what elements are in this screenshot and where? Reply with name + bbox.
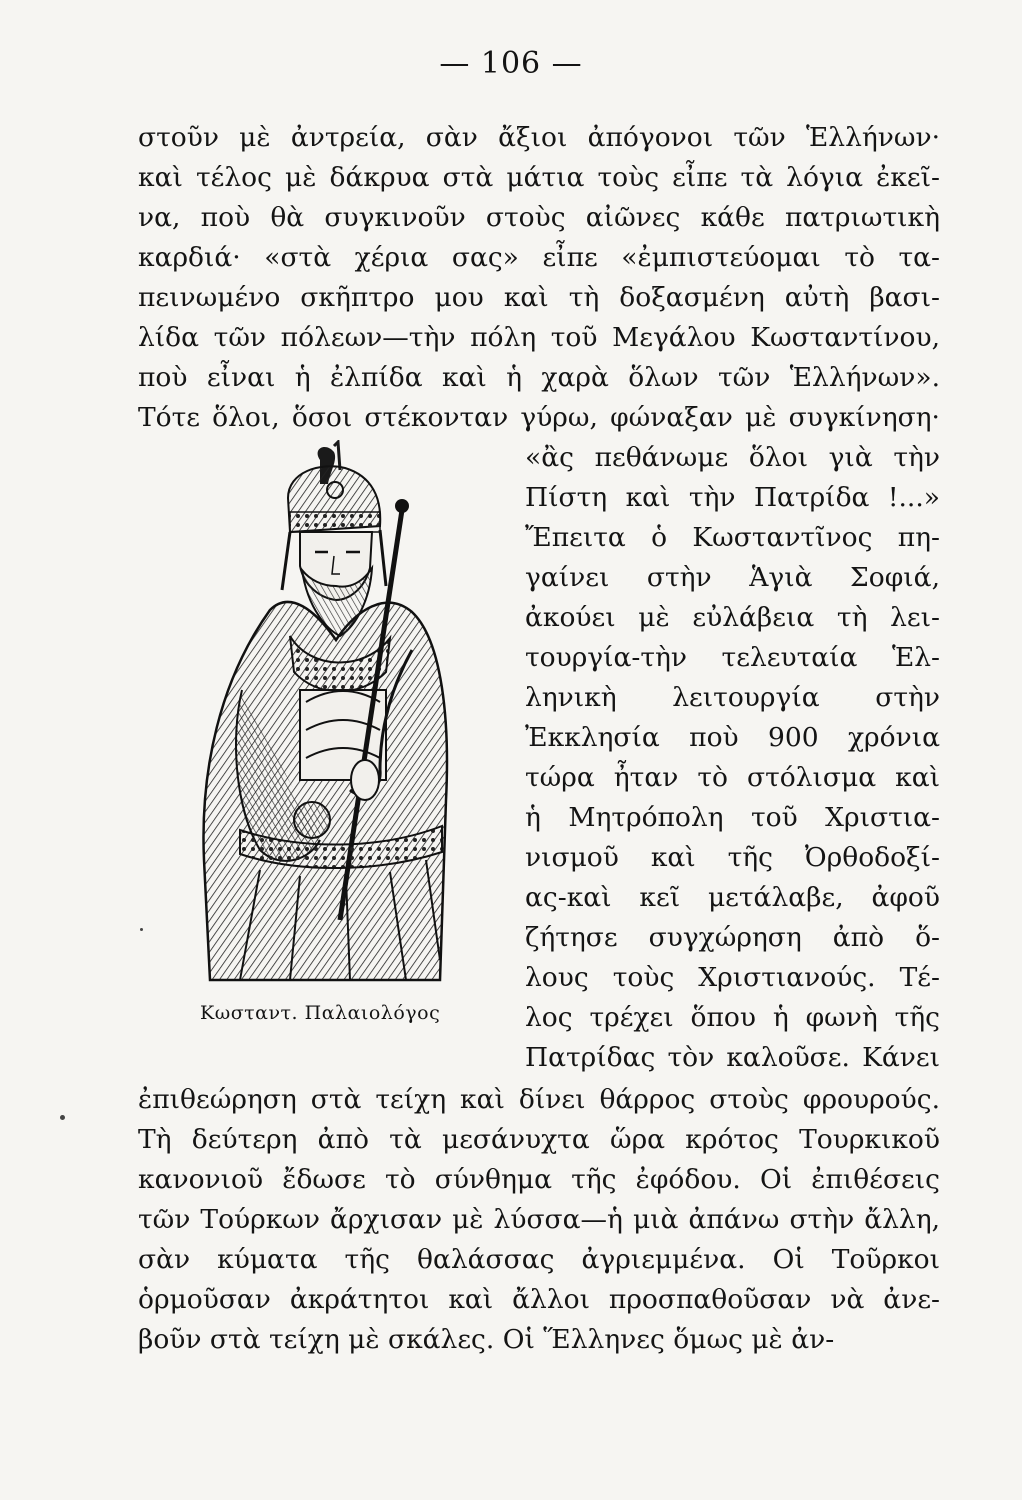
text-line: ἐπιθεώρηση στὰ τείχη καὶ δίνει θάρρος στοὺς φρουρούς.	[138, 1084, 940, 1115]
side-text-line: ας-καὶ κεῖ μετάλαβε, ἀφοῦ	[525, 882, 940, 913]
text-line: καρδιά· «στὰ χέρια σας» εἶπε «ἐμπιστεύομαι τὸ τα-	[138, 242, 940, 273]
portrait-engraving-icon	[150, 440, 500, 995]
text-line: Τὴ δεύτερη ἀπὸ τὰ μεσάνυχτα ὥρα κρότος Τουρκικοῦ	[138, 1124, 940, 1155]
side-text-line: τώρα ἦταν τὸ στόλισμα καὶ	[525, 762, 940, 793]
side-text-line: Ἔπειτα ὁ Κωσταντῖνος πη-	[525, 522, 940, 553]
side-text-line: ζήτησε συγχώρηση ἀπὸ ὅ-	[525, 922, 940, 953]
side-text-line: «ἂς πεθάνωμε ὅλοι γιὰ τὴν	[525, 442, 940, 473]
side-text-line: Πατρίδας τὸν καλοῦσε. Κάνει	[525, 1042, 940, 1073]
text-line: πεινωμένο σκῆπτρο μου καὶ τὴ δοξασμένη αὐτὴ βασι-	[138, 282, 940, 313]
text-line: ποὺ εἶναι ἡ ἐλπίδα καὶ ἡ χαρὰ ὅλων τῶν Ἑλλήνων».	[138, 362, 940, 393]
text-line: ὁρμοῦσαν ἀκράτητοι καὶ ἄλλοι προσπαθοῦσαν νὰ ἀνε-	[138, 1284, 940, 1315]
side-text-line: Πίστη καὶ τὴν Πατρίδα !...»	[525, 482, 940, 513]
side-text-line: ληνικὴ λειτουργία στὴν	[525, 682, 940, 713]
page-number: — 106 —	[439, 46, 583, 81]
ink-speck	[140, 928, 143, 931]
text-line: στοῦν μὲ ἀντρεία, σὰν ἄξιοι ἀπόγονοι τῶν Ἑλλήνων·	[138, 122, 940, 153]
side-text-line: νισμοῦ καὶ τῆς Ὀρθοδοξί-	[525, 842, 940, 873]
text-line: να, ποὺ θὰ συγκινοῦν στοὺς αἰῶνες κάθε πατριωτικὴ	[138, 202, 940, 233]
side-text-line: λους τοὺς Χριστιανούς. Τέ-	[525, 962, 940, 993]
text-line: σὰν κύματα τῆς θαλάσσας ἀγριεμμένα. Οἱ Τοῦρκοι	[138, 1244, 940, 1275]
side-text-line: Ἐκκλησία ποὺ 900 χρόνια	[525, 722, 940, 753]
side-text-line: τουργία-τὴν τελευταία Ἑλ-	[525, 642, 940, 673]
text-line: βοῦν στὰ τείχη μὲ σκάλες. Οἱ Ἕλληνες ὅμως μὲ ἀν-	[138, 1324, 835, 1355]
text-line: λίδα τῶν πόλεων—τὴν πόλη τοῦ Μεγάλου Κωσταντίνου,	[138, 322, 940, 353]
side-text-line: ἀκούει μὲ εὐλάβεια τὴ λει-	[525, 602, 940, 633]
text-line: κανονιοῦ ἔδωσε τὸ σύνθημα τῆς ἐφόδου. Οἱ ἐπιθέσεις	[138, 1164, 940, 1195]
figure-caption: Κωσταντ. Παλαιολόγος	[200, 1002, 441, 1024]
text-line: Τότε ὅλοι, ὅσοι στέκονταν γύρω, φώναξαν μὲ συγκίνηση·	[138, 402, 940, 433]
text-line: καὶ τέλος μὲ δάκρυα στὰ μάτια τοὺς εἶπε τὰ λόγια ἐκεῖ-	[138, 162, 940, 193]
side-text-line: ἡ Μητρόπολη τοῦ Χριστια-	[525, 802, 940, 833]
side-text-line: γαίνει στὴν Ἁγιὰ Σοφιά,	[525, 562, 940, 593]
text-line: τῶν Τούρκων ἄρχισαν μὲ λύσσα—ἡ μιὰ ἀπάνω στὴν ἄλλη,	[138, 1204, 940, 1235]
side-text-line: λος τρέχει ὅπου ἡ φωνὴ τῆς	[525, 1002, 940, 1033]
ink-speck	[60, 1115, 65, 1120]
